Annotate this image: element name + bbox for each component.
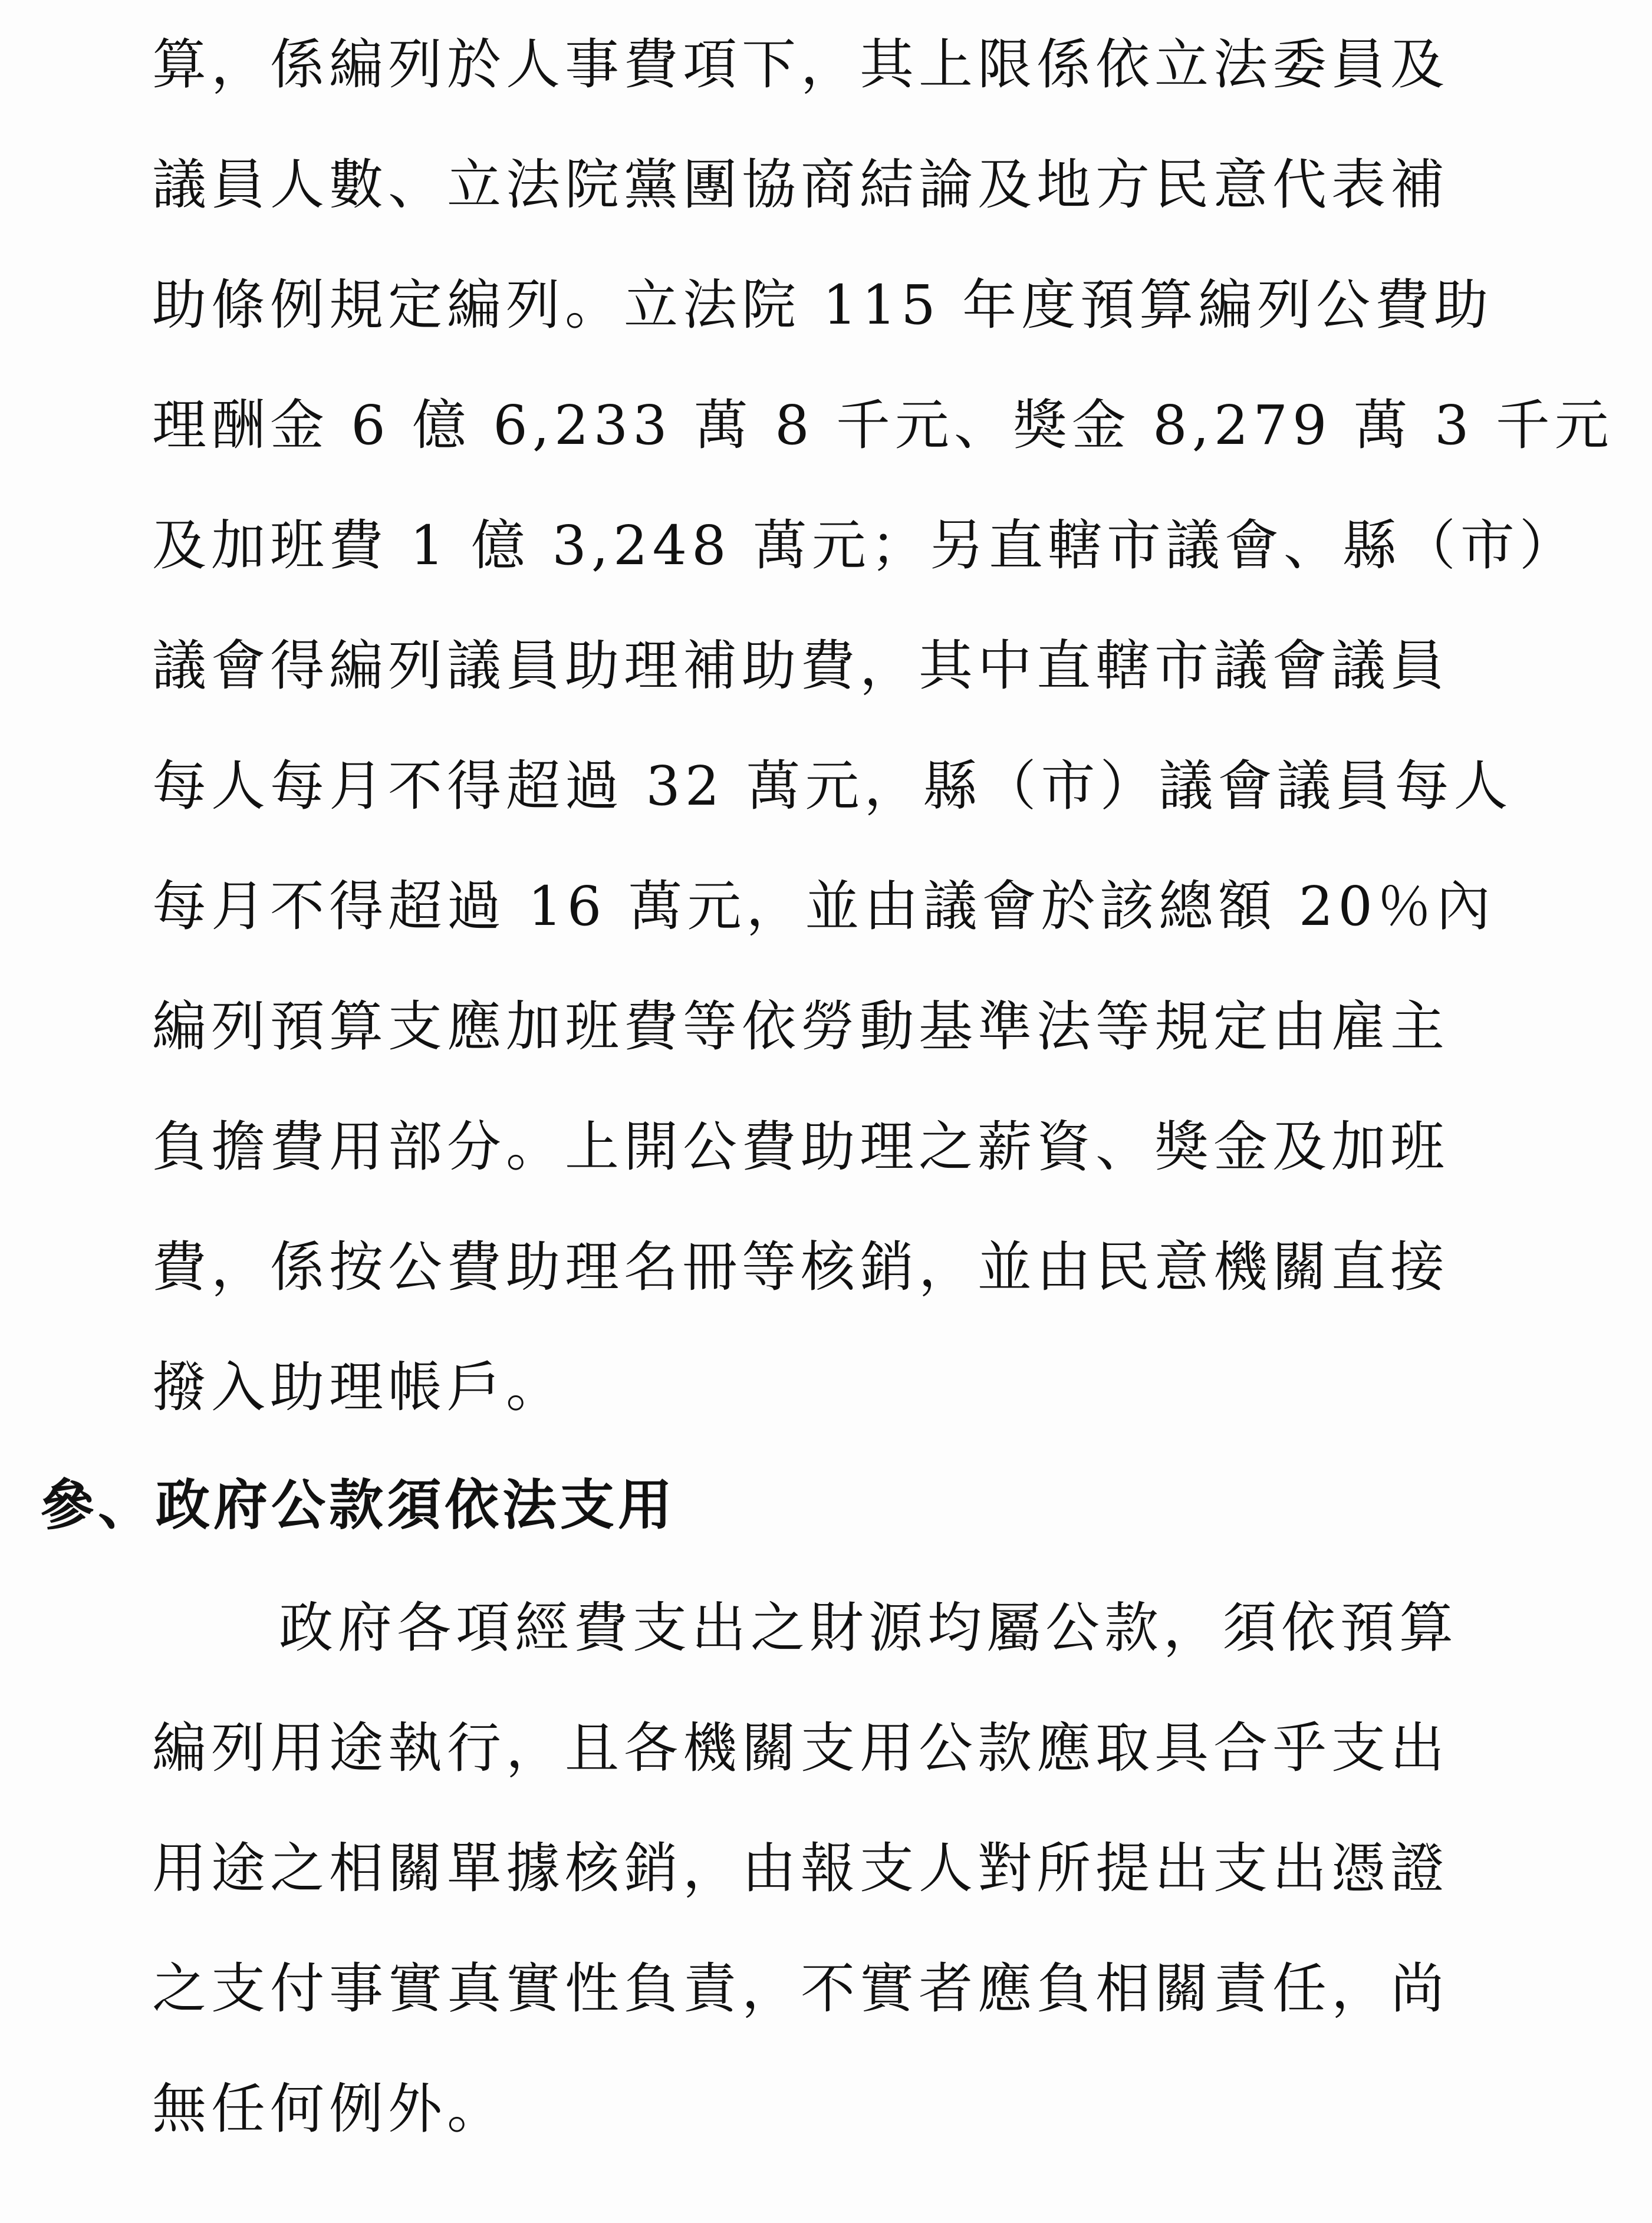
paragraph-line: 議會得編列議員助理補助費，其中直轄市議會議員 <box>152 634 1450 697</box>
paragraph-line: 每人每月不得超過 32 萬元，縣（市）議會議員每人 <box>152 755 1513 818</box>
paragraph-line: 負擔費用部分。上開公費助理之薪資、獎金及加班 <box>152 1115 1450 1178</box>
paragraph-line: 之支付事實真實性負責，不實者應負相關責任，尚 <box>152 1957 1450 2020</box>
paragraph-line: 編列預算支應加班費等依勞動基準法等規定由雇主 <box>152 995 1450 1058</box>
paragraph-line: 理酬金 6 億 6,233 萬 8 千元、獎金 8,279 萬 3 千元 <box>152 394 1614 457</box>
paragraph-line: 及加班費 1 億 3,248 萬元；另直轄市議會、縣（市） <box>152 514 1578 577</box>
section-heading: 參、政府公款須依法支用 <box>40 1474 676 1537</box>
paragraph-line: 政府各項經費支出之財源均屬公款，須依預算 <box>279 1596 1459 1659</box>
paragraph-line: 算，係編列於人事費項下，其上限係依立法委員及 <box>152 33 1450 96</box>
paragraph-line: 每月不得超過 16 萬元，並由議會於該總額 20％內 <box>152 875 1495 938</box>
paragraph-line: 無任何例外。 <box>152 2077 506 2140</box>
paragraph-line: 議員人數、立法院黨團協商結論及地方民意代表補 <box>152 153 1450 216</box>
paragraph-line: 編列用途執行，且各機關支用公款應取具合乎支出 <box>152 1717 1450 1780</box>
paragraph-line: 費，係按公費助理名冊等核銷，並由民意機關直接 <box>152 1236 1450 1299</box>
paragraph-line: 撥入助理帳戶。 <box>152 1356 565 1419</box>
paragraph-assistant-funding <box>152 5 1614 1448</box>
paragraph-public-funds <box>152 1568 1591 2169</box>
paragraph-line: 助條例規定編列。立法院 115 年度預算編列公費助 <box>152 274 1493 337</box>
paragraph-line: 用途之相關單據核銷，由報支人對所提出支出憑證 <box>152 1837 1450 1900</box>
